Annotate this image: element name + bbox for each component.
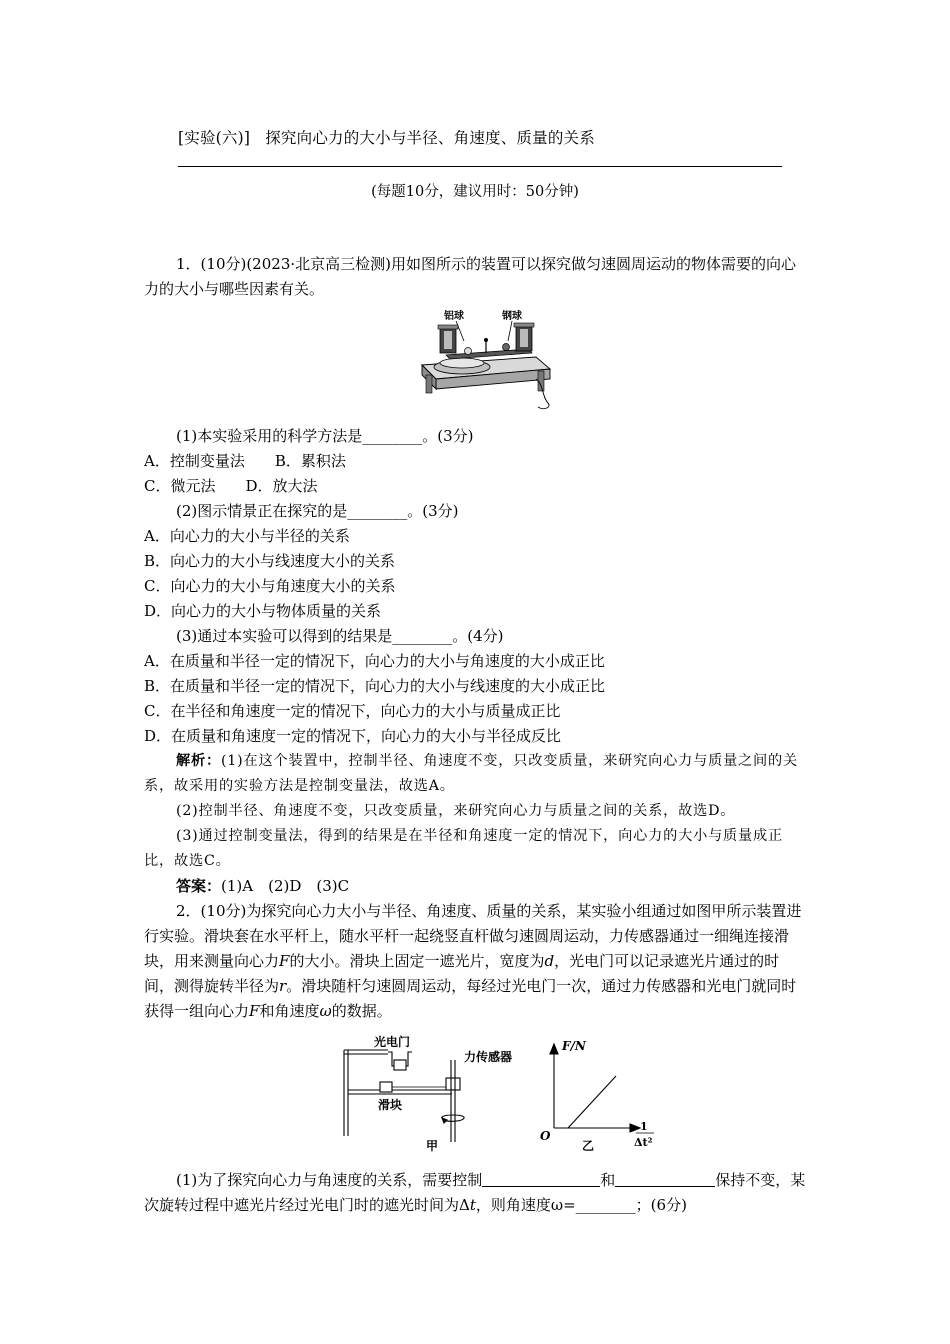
question-body bbox=[144, 252, 806, 1218]
q1-part3: (3)通过本实验可以得到的结果是________。(4分) bbox=[176, 627, 504, 645]
q1-part3-option: A．在质量和半径一定的情况下，向心力的大小与角速度的大小成正比 bbox=[144, 652, 605, 670]
figure-jia bbox=[344, 1050, 464, 1142]
title-divider bbox=[178, 166, 782, 167]
analysis-text: (1)在这个装置中，控制半径、角速度不变，只改变质量，来研究向心力与质量之间的关系，故采用的实验方法是控制变量法，故选A。 bbox=[144, 753, 799, 794]
figure-yi bbox=[550, 1044, 654, 1133]
q1-part1: (1)本实验采用的科学方法是________。(3分) bbox=[176, 427, 474, 445]
q1-part2: (2)图示情景正在探究的是________。(3分) bbox=[176, 502, 459, 520]
q2-stem-text: 的大小。滑块上固定一遮光片，宽度为 bbox=[289, 952, 545, 970]
q1-analysis-3: (3)通过控制变量法，得到的结果是在半径和角速度一定的情况下，向心力的大小与质量成正比，故选C。 bbox=[144, 828, 784, 869]
answer-blank[interactable] bbox=[482, 1172, 600, 1187]
q2-stem-text: ，光电门可以记录遮光片通过的时间，测得旋转半径为 bbox=[144, 952, 780, 995]
q2-part1-text: 和 bbox=[600, 1171, 616, 1189]
var-r: r bbox=[279, 977, 287, 995]
q2-figure bbox=[336, 1030, 816, 1154]
q2-stem-text: 2．(10分)为探究向心力大小与半径、角速度、质量的关系，某实验小组通过如图甲所示装置进行实验。滑块套在水平杆上，随水平杆一起绕竖直杆做匀速圆周运动，力传感器通过一细绳连接滑块，用来测量向心力 bbox=[144, 902, 802, 970]
q2-stem-text: 的数据。 bbox=[331, 1002, 392, 1020]
q1-stem: 1．(10分)(2023·北京高三检测)用如图所示的装置可以探究做匀速圆周运动的物体需要的向心力的大小与哪些因素有关。 bbox=[144, 255, 796, 298]
analysis-label: 解析： bbox=[176, 753, 221, 769]
experiment-tag: [实验(六)] bbox=[178, 129, 251, 147]
var-f: F bbox=[249, 1002, 260, 1020]
q1-part3-option: B．在质量和半径一定的情况下，向心力的大小与线速度的大小成正比 bbox=[144, 677, 606, 695]
label-origin: O bbox=[540, 1129, 551, 1143]
label-yi: 乙 bbox=[582, 1139, 595, 1153]
answer-text: (1)A (2)D (3)C bbox=[221, 877, 350, 895]
label-jia: 甲 bbox=[426, 1139, 439, 1153]
var-d: d bbox=[544, 952, 555, 970]
q1-part2-option: D．向心力的大小与物体质量的关系 bbox=[144, 602, 382, 620]
var-omega: ω bbox=[319, 1002, 332, 1020]
q1-part2-option: A．向心力的大小与半径的关系 bbox=[144, 527, 350, 545]
q2-stem bbox=[144, 899, 806, 1024]
label-steel-ball: 钢球 bbox=[502, 311, 522, 322]
q1-part2-option: C．向心力的大小与角速度大小的关系 bbox=[144, 577, 396, 595]
q1-analysis-2: (2)控制半径、角速度不变，只改变质量，来研究向心力与质量之间的关系，故选D。 bbox=[176, 803, 736, 819]
experiment-title: 探究向心力的大小与半径、角速度、质量的关系 bbox=[265, 129, 595, 147]
time-note: (每题10分，建议用时：50分钟) bbox=[371, 184, 579, 200]
answer-label: 答案： bbox=[176, 877, 222, 895]
q1-answer bbox=[144, 874, 806, 899]
q1-part1-option-row: A．控制变量法 B．累积法 bbox=[144, 452, 346, 470]
q1-part2-option: B．向心力的大小与线速度大小的关系 bbox=[144, 552, 396, 570]
q2-stem-text: 和角速度 bbox=[259, 1002, 320, 1020]
q1-part1-option-row: C．微元法 D．放大法 bbox=[144, 477, 318, 495]
label-x-numerator: 1 bbox=[640, 1120, 648, 1133]
q1-analysis-1 bbox=[144, 749, 806, 799]
q2-stem-text: 。滑块随杆匀速圆周运动，每经过光电门一次，通过力传感器和光电门就同时获得一组向心力 bbox=[144, 977, 797, 1020]
label-y-axis: F/N bbox=[562, 1039, 586, 1053]
label-x-denominator: Δt² bbox=[634, 1136, 653, 1149]
q1-apparatus-figure bbox=[416, 307, 556, 415]
q1-part3-option: C．在半径和角速度一定的情况下，向心力的大小与质量成正比 bbox=[144, 702, 561, 720]
label-slider: 滑块 bbox=[378, 1098, 403, 1112]
label-aluminum-ball: 铝球 bbox=[444, 311, 464, 322]
var-t: t bbox=[469, 1196, 476, 1214]
q2-part1-text: ，则角速度ω=________；(6分) bbox=[475, 1196, 687, 1214]
q2-part1-text: 保持不变，某次旋转过程中遮光片经过光电门时的遮光时间为Δ bbox=[144, 1171, 806, 1214]
answer-blank[interactable] bbox=[615, 1172, 715, 1187]
q2-part1-text: (1)为了探究向心力与角速度的关系，需要控制 bbox=[176, 1171, 483, 1189]
page-title bbox=[178, 126, 595, 148]
label-force-sensor: 力传感器 bbox=[464, 1050, 513, 1064]
label-photogate: 光电门 bbox=[374, 1035, 411, 1049]
q1-part3-option: D．在质量和角速度一定的情况下，向心力的大小与半径成反比 bbox=[144, 727, 562, 745]
q2-part1 bbox=[144, 1168, 806, 1218]
var-f: F bbox=[279, 952, 290, 970]
